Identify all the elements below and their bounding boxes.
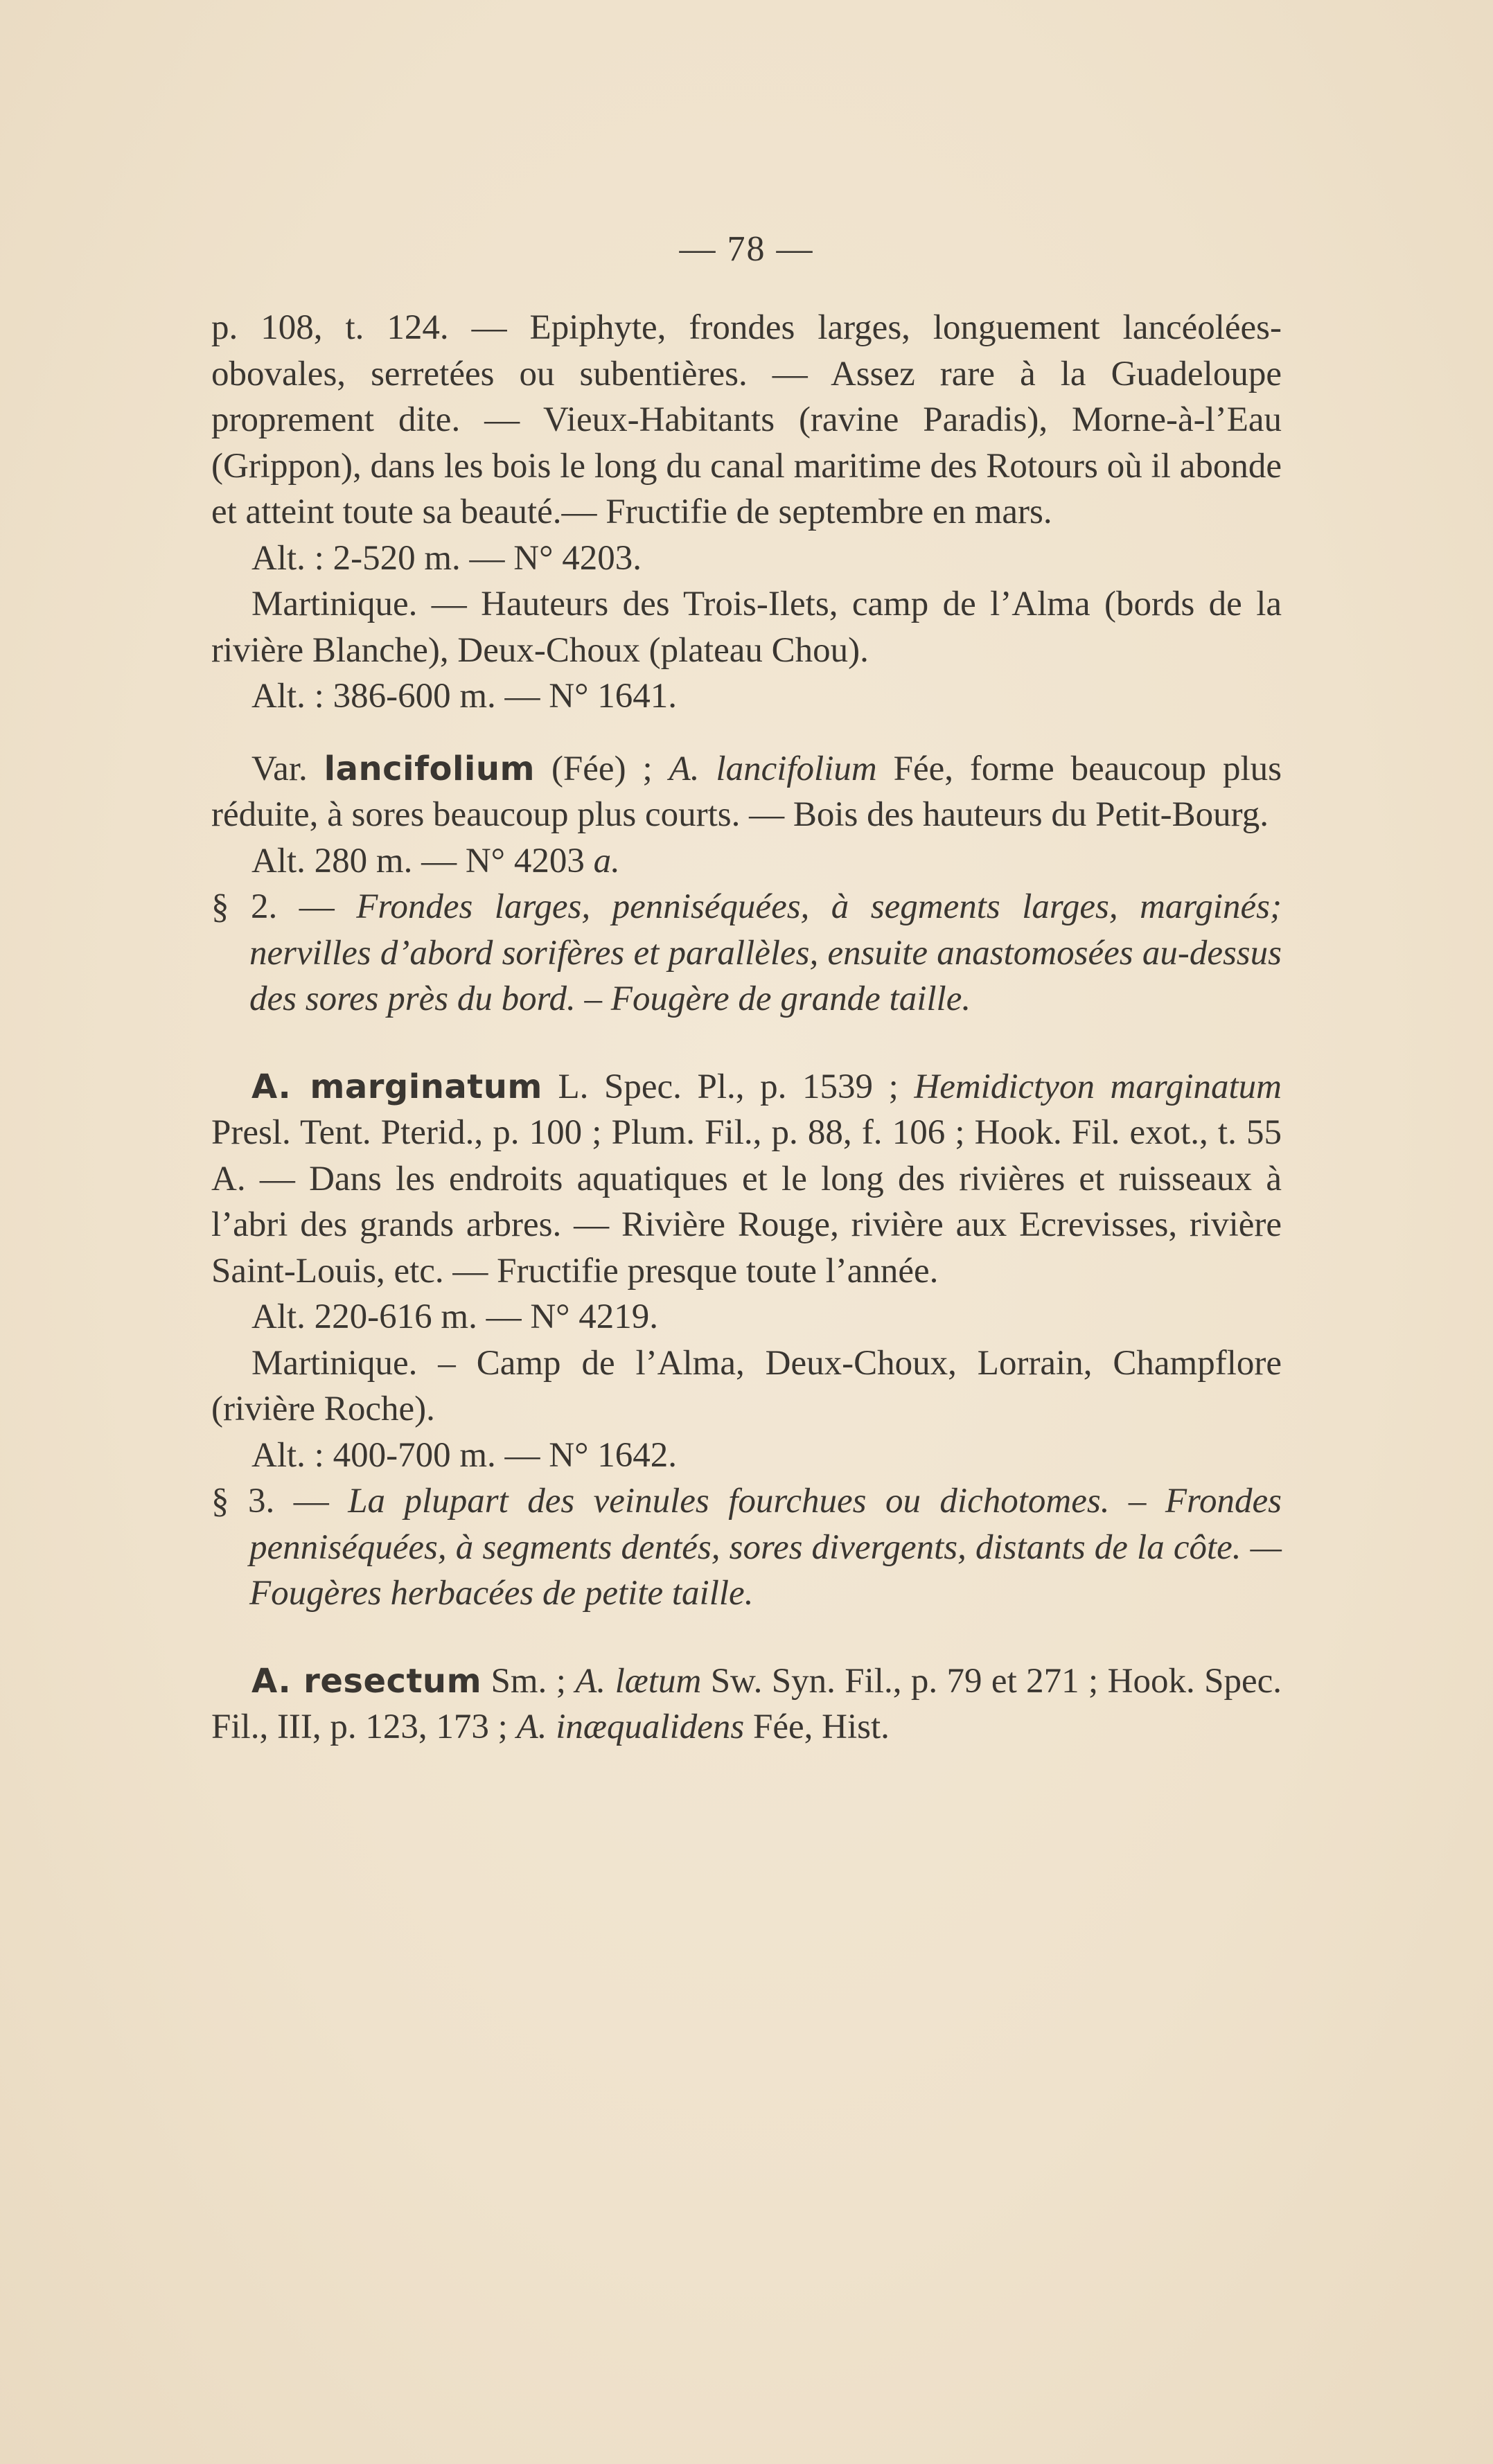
section-2-heading: [211, 884, 1282, 1022]
var-prefix: Var.: [251, 749, 324, 788]
species-name: A. resectum: [251, 1661, 482, 1701]
species-name: A. marginatum: [251, 1067, 542, 1106]
altitude-line: Alt. : 400-700 m. — N° 1642.: [251, 1435, 677, 1475]
variety-lancifolium: [211, 746, 1282, 838]
section-3-heading: [211, 1478, 1282, 1617]
variety-name: lancifolium: [324, 749, 536, 788]
page-text: [211, 305, 1282, 1750]
var-description: Fée, forme beaucoup plus réduite, à sores beaucoup plus courts. — Bois des hauteurs du Petit-Bourg.: [211, 749, 1282, 834]
species-resectum: A. resectum Sm. ; A. lætum Sw. Syn. Fil., p. 79 et 271 ; Hook. Spec. Fil., III, p. 123, 173 ; A. inæqualidens Fée, Hist.: [211, 1661, 1282, 1746]
section-label: § 3. —: [211, 1482, 348, 1521]
section-description: Frondes larges, penniséquées, à segments larges, marginés; nervilles d’abord sorifères et parallèles, ensuite anastomosées au-dessus des sores près du bord. – Fougère de grande taille.: [249, 887, 1282, 1018]
altitude-line: Alt. 280 m. — N° 4203 a.: [251, 841, 620, 880]
altitude-line: Alt. : 2-520 m. — N° 4203.: [251, 538, 642, 578]
page-number: — 78 —: [679, 229, 814, 269]
var-italic-ref: A. lancifolium: [669, 749, 877, 788]
martinique-paragraph: Martinique. – Camp de l’Alma, Deux-Choux, Lorrain, Champflore (rivière Roche).: [211, 1343, 1282, 1428]
species-marginatum: A. marginatum L. Spec. Pl., p. 1539 ; Hemidictyon marginatum Presl. Tent. Pterid., p. 100 ; Plum. Fil., p. 88, f. 106 ; Hook. Fil. exot., t. 55 A. — Dans les endroits aquatiques et le long des rivières et ruisseaux à l’abri des grands arbres. — Rivière Rouge, rivière aux Ecrevisses, rivière Saint-Louis, etc. — Fructifie presque toute l’année.: [211, 1067, 1282, 1291]
altitude-line: Alt. : 386-600 m. — N° 1641.: [251, 677, 677, 716]
altitude-line: Alt. 220-616 m. — N° 4219.: [251, 1297, 659, 1336]
var-author: (Fée) ;: [535, 749, 669, 788]
section-label: § 2. —: [211, 887, 357, 926]
paragraph-epiphyte: p. 108, t. 124. — Epiphyte, frondes larges, longuement lancéolées-obovales, serretées ou subentières. — Assez rare à la Guadeloupe proprement dite. — Vieux-Habitants (ravine Paradis), Morne-à-l’Eau (Grippon), dans les bois le long du canal maritime des Rotours où il abonde et atteint toute sa beauté.— Fructifie de septembre en mars.: [211, 308, 1282, 531]
martinique-paragraph: Martinique. — Hauteurs des Trois-Ilets, camp de l’Alma (bords de la rivière Blanche), Deux-Choux (plateau Chou).: [211, 585, 1282, 670]
section-description: La plupart des veinules fourchues ou dichotomes. – Frondes penniséquées, à segments dentés, sores divergents, distants de la côte. — Fougères herbacées de petite taille.: [249, 1482, 1282, 1613]
